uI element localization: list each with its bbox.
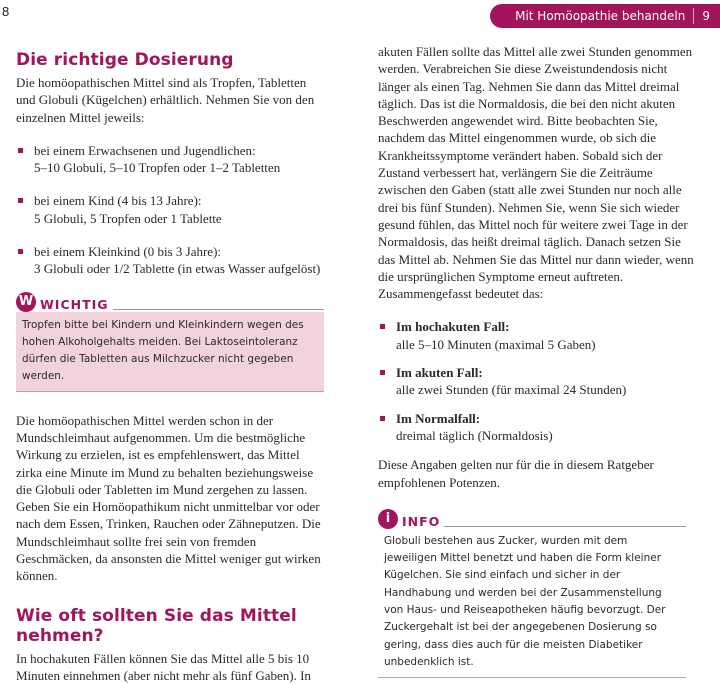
left-column	[16, 0, 326, 684]
bullet-icon	[18, 148, 23, 153]
list-item	[16, 192, 326, 227]
wichtig-title: WICHTIG	[40, 296, 109, 312]
frequency-value: dreimal täglich (Normaldosis)	[396, 427, 553, 443]
heading-how-often: Wie oft sollten Sie das Mittel nehmen?	[16, 605, 297, 646]
info-text: Globuli bestehen aus Zucker, wurden mit dem jeweiligen Mittel benetzt und haben die Form kleiner Kügelchen. Sie sind einfach und sicher in der Handhabung und werden bei der Zusammenstellung von Haus- und Reiseapotheken häufig bevorzugt. Der Zuckergehalt ist bei der angegebenen Dosierung so gering, dass dies auch für die meisten Diabetiker unbedenklich ist.	[378, 529, 686, 678]
left-page-number: 8	[2, 4, 10, 19]
dosage-amount: 5 Globuli, 5 Tropfen oder 1 Tablette	[34, 210, 222, 226]
list-item	[378, 364, 696, 399]
bullet-icon	[18, 198, 23, 203]
info-title-row	[378, 509, 686, 529]
running-header-title: Mit Homöopathie behandeln	[515, 9, 686, 23]
intro-paragraph: Die homöopathischen Mittel sind als Tropfen, Tabletten und Globuli (Kügelchen) erhältlich. Nehmen Sie von den einzelnen Mittel jeweils:	[16, 75, 315, 125]
frequency-label: Im Normalfall:	[396, 410, 481, 426]
right-page-number: 9	[702, 9, 710, 23]
title-rule	[444, 526, 686, 527]
bullet-icon	[380, 370, 385, 375]
frequency-label: Im hochakuten Fall:	[396, 319, 510, 335]
frequency-paragraph: akuten Fällen sollte das Mittel alle zwei Stunden genommen werden. Verabreichen Sie diese Zweistundendosis nicht länger als einen Tag. Nehmen Sie dann das Mittel dreimal täglich. Das ist die Normaldosis, die bei den nicht akuten Beschwerden angewendet wird. Bitte beobachten Sie, nachdem das Mittel eingenommen wurde, ob sich die Krankheitssymptome verändert haben. Sobald sich der Zustand verbessert hat, verlängern Sie die Zeiträume zwischen den Gaben (statt alle zwei Stunden nur noch alle drei bis fünf Stunden). Nehmen Sie, wenn Sie sich wieder gesund fühlen, das Mittel noch für weitere zwei Tage in der Normaldosis, das heißt dreimal täglich. Danach setzen Sie das Mittel ab. Nehmen Sie das Mittel nur dann wieder, wenn die ursprünglichen Symptome erneut auftreten. Zusammengefasst bedeutet das:	[378, 44, 694, 302]
frequency-value: alle 5–10 Minuten (maximal 5 Gaben)	[396, 336, 596, 352]
dosage-group: bei einem Kind (4 bis 13 Jahre):	[34, 193, 202, 209]
wichtig-callout	[16, 292, 324, 392]
bullet-icon	[380, 324, 385, 329]
mucosa-paragraph: Die homöopathischen Mittel werden schon in der Mundschleimhaut aufgenommen. Um die bestmögliche Wirkung zu erzielen, ist es empfehlenswert, das Mittel zirka eine Minute im Mund zu behalten beziehungsweise die Globuli oder Tabletten im Mund zergehen zu lassen. Geben Sie ein Homöopathikum nicht unmittelbar vor oder nach dem Essen, Trinken, Rauchen oder Zähneputzen. Die Mundschleimhaut sollte frei sein von fremden Geschmäcken, da ansonsten die Mittel weniger gut wirken können.	[16, 412, 321, 584]
heading-dosierung: Die richtige Dosierung	[16, 50, 234, 70]
list-item	[16, 243, 326, 278]
list-item	[378, 410, 696, 445]
list-item	[16, 142, 326, 177]
frequency-label: Im akuten Fall:	[396, 365, 483, 381]
frequency-value: alle zwei Stunden (für maximal 24 Stunden)	[396, 382, 627, 398]
frequency-intro-paragraph: In hochakuten Fällen können Sie das Mittel alle 5 bis 10 Minuten einnehmen (aber nicht mehr als fünf Gaben). In	[16, 650, 311, 683]
wichtig-title-row	[16, 292, 324, 312]
title-rule	[113, 309, 324, 310]
right-column	[378, 0, 696, 678]
frequency-list	[378, 318, 696, 444]
wichtig-text: Tropfen bitte bei Kindern und Kleinkindern wegen des hohen Alkoholgehalts meiden. Bei Laktoseintoleranz dürfen die Tabletten aus Milchzucker nicht gegeben werden.	[16, 312, 324, 392]
list-item	[378, 318, 696, 353]
dosage-list	[16, 142, 326, 278]
dosage-group: bei einem Erwachsenen und Jugendlichen:	[34, 142, 256, 158]
bullet-icon	[18, 249, 23, 254]
dosage-group: bei einem Kleinkind (0 bis 3 Jahre):	[34, 244, 222, 260]
info-title: INFO	[402, 513, 441, 529]
dosage-amount: 5–10 Globuli, 5–10 Tropfen oder 1–2 Tabletten	[34, 160, 281, 176]
bullet-icon	[380, 416, 385, 421]
warning-w-icon: W	[16, 292, 36, 312]
potency-note: Diese Angaben gelten nur für die in diesem Ratgeber empfohlenen Potenzen.	[378, 457, 654, 490]
info-icon: i	[378, 509, 398, 529]
dosage-amount: 3 Globuli oder 1/2 Tablette (in etwas Wasser aufgelöst)	[34, 261, 321, 277]
